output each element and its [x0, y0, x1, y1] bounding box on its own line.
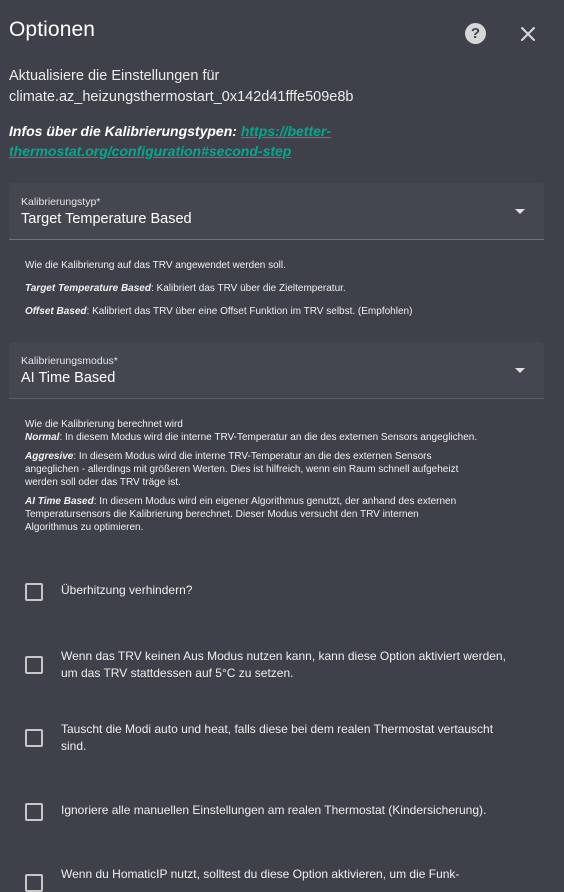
checkbox[interactable] — [25, 729, 43, 747]
dropdown-arrow-icon — [515, 209, 525, 214]
dropdown-arrow-icon — [515, 368, 525, 373]
calibration-type-select[interactable] — [9, 183, 544, 240]
calibration-mode-help — [25, 418, 477, 534]
checkbox[interactable] — [25, 583, 43, 601]
help-target: Target Temperature Based: Kalibriert das TRV über die Zieltemperatur. — [25, 283, 346, 294]
entity-id: climate.az_heizungsthermostart_0x142d41fffe509e8b — [9, 89, 354, 105]
calibration-mode-select[interactable] — [9, 342, 544, 399]
option-label: Ignoriere alle manuellen Einstellungen am realen Thermostat (Kindersicherung). — [61, 803, 487, 817]
help-ai-time-based: AI Time Based: In diesem Modus wird ein eigener Algorithmus genutzt, der anhand des externen Temperatursensors die Kalibrierung berechnet. Dieser Modus versucht den TRV internen Algorithmus zu optimieren. — [25, 496, 457, 533]
intro-line-1: Aktualisiere die Einstellungen für — [9, 68, 220, 84]
help-text: Wie die Kalibrierung auf das TRV angewendet werden soll. — [25, 260, 286, 271]
help-aggressive: Aggresive: In diesem Modus wird die interne TRV-Temperatur an die des externen Sensors angeglichen - allerdings mit größeren Werten. Dies ist hilfreich, wenn ein Raum schnell aufgeheizt werden soll oder das TRV träge ist. — [25, 451, 459, 488]
checkbox[interactable] — [25, 803, 43, 821]
calibration-mode-label: Kalibrierungsmodus* — [21, 355, 118, 367]
calibration-info — [9, 121, 529, 161]
calibration-docs-link[interactable]: https://better- thermostat.org/configuration#second-step — [9, 123, 332, 159]
calibration-type-help — [25, 259, 412, 318]
dialog-header — [0, 0, 564, 62]
help-text: Wie die Kalibrierung berechnet wird — [25, 419, 183, 430]
option-label: Überhitzung verhindern? — [61, 583, 193, 597]
calibration-type-value: Target Temperature Based — [21, 211, 192, 227]
calibration-info-label: Infos über die Kalibrierungstypen: — [9, 123, 237, 139]
dialog-intro — [9, 66, 353, 108]
option-label: Wenn das TRV keinen Aus Modus nutzen kann, kann diese Option aktiviert werden, um das TRV stattdessen auf 5°C zu setzen. — [61, 649, 506, 680]
checkbox[interactable] — [25, 656, 43, 674]
option-label: Wenn du HomaticIP nutzt, solltest du diese Option aktivieren, um die Funk- — [61, 867, 460, 881]
calibration-mode-value: AI Time Based — [21, 370, 116, 386]
help-offset: Offset Based: Kalibriert das TRV über eine Offset Funktion im TRV selbst. (Empfohlen) — [25, 306, 413, 317]
help-icon[interactable]: ? — [465, 23, 486, 44]
option-label: Tauscht die Modi auto und heat, falls diese bei dem realen Thermostat vertauscht sind. — [61, 722, 494, 753]
dialog-title: Optionen — [9, 18, 96, 41]
close-icon[interactable] — [516, 22, 540, 46]
checkbox[interactable] — [25, 874, 43, 892]
calibration-type-label: Kalibrierungstyp* — [21, 196, 101, 208]
help-normal: Normal: In diesem Modus wird die interne TRV-Temperatur an die des externen Sensors angeglichen. — [25, 432, 478, 443]
